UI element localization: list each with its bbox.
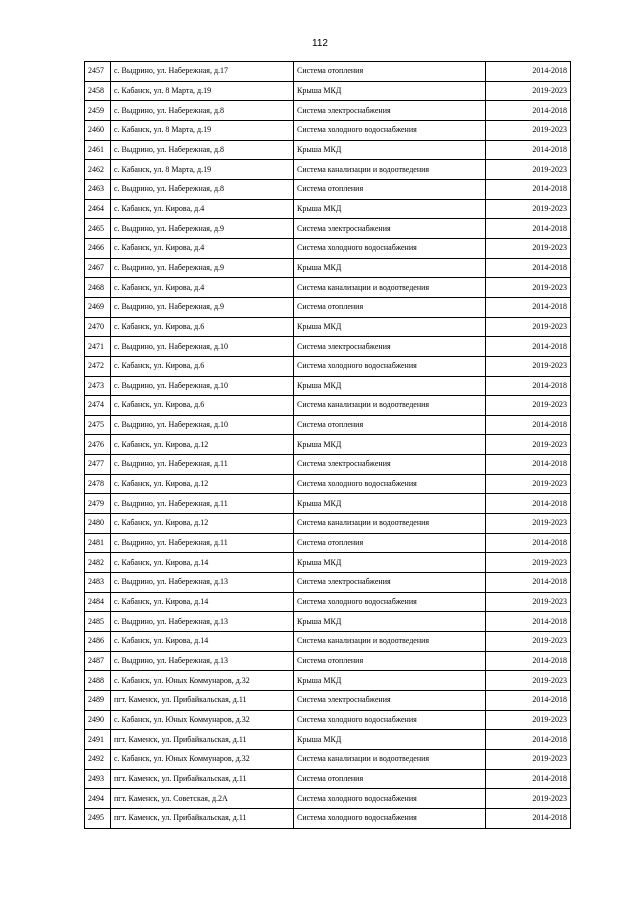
table-row — [85, 671, 571, 691]
address-cell: с. Выдрино, ул. Набережная, д.13 — [111, 651, 294, 671]
period-cell: 2019-2023 — [486, 396, 571, 416]
address-cell: с. Кабанск, ул. Кирова, д.6 — [111, 396, 294, 416]
period-cell: 2014-2018 — [486, 376, 571, 396]
table-row — [85, 396, 571, 416]
system-cell: Крыша МКД — [294, 494, 486, 514]
period-cell: 2014-2018 — [486, 455, 571, 475]
table-row — [85, 789, 571, 809]
system-cell: Система канализации и водоотведения — [294, 396, 486, 416]
system-cell: Крыша МКД — [294, 140, 486, 160]
row-number-cell: 2461 — [85, 140, 111, 160]
table-row — [85, 474, 571, 494]
address-cell: с. Кабанск, ул. Кирова, д.12 — [111, 435, 294, 455]
system-cell: Система электроснабжения — [294, 337, 486, 357]
system-cell: Система отопления — [294, 769, 486, 789]
period-cell: 2019-2023 — [486, 356, 571, 376]
row-number-cell: 2491 — [85, 730, 111, 750]
row-number-cell: 2486 — [85, 632, 111, 652]
row-number-cell: 2488 — [85, 671, 111, 691]
period-cell: 2019-2023 — [486, 199, 571, 219]
address-cell: с. Кабанск, ул. 8 Марта, д.19 — [111, 120, 294, 140]
period-cell: 2019-2023 — [486, 749, 571, 769]
address-cell: с. Кабанск, ул. Кирова, д.4 — [111, 238, 294, 258]
system-cell: Крыша МКД — [294, 81, 486, 101]
table-row — [85, 258, 571, 278]
system-cell: Система отопления — [294, 297, 486, 317]
table-row — [85, 632, 571, 652]
system-cell: Система холодного водоснабжения — [294, 710, 486, 730]
system-cell: Система холодного водоснабжения — [294, 238, 486, 258]
row-number-cell: 2459 — [85, 101, 111, 121]
period-cell: 2014-2018 — [486, 101, 571, 121]
period-cell: 2019-2023 — [486, 81, 571, 101]
table-row — [85, 238, 571, 258]
period-cell: 2019-2023 — [486, 514, 571, 534]
row-number-cell: 2474 — [85, 396, 111, 416]
system-cell: Система отопления — [294, 533, 486, 553]
period-cell: 2019-2023 — [486, 278, 571, 298]
system-cell: Система электроснабжения — [294, 691, 486, 711]
row-number-cell: 2494 — [85, 789, 111, 809]
row-number-cell: 2489 — [85, 691, 111, 711]
system-cell: Крыша МКД — [294, 258, 486, 278]
row-number-cell: 2483 — [85, 573, 111, 593]
address-cell: с. Выдрино, ул. Набережная, д.9 — [111, 297, 294, 317]
period-cell: 2014-2018 — [486, 533, 571, 553]
period-cell: 2019-2023 — [486, 317, 571, 337]
row-number-cell: 2472 — [85, 356, 111, 376]
row-number-cell: 2475 — [85, 415, 111, 435]
address-cell: с. Выдрино, ул. Набережная, д.10 — [111, 337, 294, 357]
system-cell: Крыша МКД — [294, 730, 486, 750]
table-row — [85, 317, 571, 337]
row-number-cell: 2473 — [85, 376, 111, 396]
address-cell: с. Кабанск, ул. Кирова, д.14 — [111, 632, 294, 652]
address-cell: с. Выдрино, ул. Набережная, д.9 — [111, 219, 294, 239]
row-number-cell: 2490 — [85, 710, 111, 730]
table-row — [85, 356, 571, 376]
row-number-cell: 2495 — [85, 808, 111, 828]
address-cell: пгт. Каменск, ул. Прибайкальская, д.11 — [111, 769, 294, 789]
address-cell: с. Выдрино, ул. Набережная, д.8 — [111, 179, 294, 199]
address-cell: с. Кабанск, ул. Кирова, д.12 — [111, 514, 294, 534]
period-cell: 2019-2023 — [486, 120, 571, 140]
address-cell: пгт. Каменск, ул. Советская, д.2А — [111, 789, 294, 809]
system-cell: Крыша МКД — [294, 376, 486, 396]
table-row — [85, 710, 571, 730]
address-cell: с. Кабанск, ул. Кирова, д.6 — [111, 317, 294, 337]
address-cell: с. Кабанск, ул. Юных Коммунаров, д.32 — [111, 710, 294, 730]
system-cell: Система канализации и водоотведения — [294, 749, 486, 769]
table-row — [85, 179, 571, 199]
period-cell: 2014-2018 — [486, 62, 571, 82]
address-cell: с. Кабанск, ул. 8 Марта, д.19 — [111, 81, 294, 101]
row-number-cell: 2468 — [85, 278, 111, 298]
row-number-cell: 2481 — [85, 533, 111, 553]
system-cell: Система отопления — [294, 179, 486, 199]
row-number-cell: 2470 — [85, 317, 111, 337]
table-row — [85, 62, 571, 82]
period-cell: 2019-2023 — [486, 474, 571, 494]
system-cell: Крыша МКД — [294, 435, 486, 455]
registry-table — [84, 61, 571, 829]
address-cell: с. Кабанск, ул. 8 Марта, д.19 — [111, 160, 294, 180]
table-row — [85, 651, 571, 671]
table-row — [85, 749, 571, 769]
table-row — [85, 573, 571, 593]
address-cell: с. Кабанск, ул. Кирова, д.4 — [111, 278, 294, 298]
address-cell: с. Выдрино, ул. Набережная, д.17 — [111, 62, 294, 82]
period-cell: 2014-2018 — [486, 769, 571, 789]
address-cell: с. Выдрино, ул. Набережная, д.11 — [111, 455, 294, 475]
table-row — [85, 769, 571, 789]
period-cell: 2014-2018 — [486, 258, 571, 278]
system-cell: Система электроснабжения — [294, 573, 486, 593]
system-cell: Система электроснабжения — [294, 219, 486, 239]
address-cell: с. Выдрино, ул. Набережная, д.13 — [111, 573, 294, 593]
system-cell: Система холодного водоснабжения — [294, 120, 486, 140]
period-cell: 2019-2023 — [486, 238, 571, 258]
table-row — [85, 219, 571, 239]
period-cell: 2014-2018 — [486, 415, 571, 435]
period-cell: 2014-2018 — [486, 297, 571, 317]
row-number-cell: 2492 — [85, 749, 111, 769]
table-row — [85, 494, 571, 514]
period-cell: 2014-2018 — [486, 651, 571, 671]
row-number-cell: 2471 — [85, 337, 111, 357]
system-cell: Система холодного водоснабжения — [294, 789, 486, 809]
table-row — [85, 592, 571, 612]
row-number-cell: 2465 — [85, 219, 111, 239]
period-cell: 2014-2018 — [486, 337, 571, 357]
system-cell: Система электроснабжения — [294, 455, 486, 475]
row-number-cell: 2464 — [85, 199, 111, 219]
system-cell: Система холодного водоснабжения — [294, 474, 486, 494]
period-cell: 2019-2023 — [486, 632, 571, 652]
period-cell: 2014-2018 — [486, 730, 571, 750]
period-cell: 2014-2018 — [486, 219, 571, 239]
system-cell: Система электроснабжения — [294, 101, 486, 121]
address-cell: с. Выдрино, ул. Набережная, д.11 — [111, 533, 294, 553]
system-cell: Крыша МКД — [294, 317, 486, 337]
address-cell: с. Выдрино, ул. Набережная, д.13 — [111, 612, 294, 632]
table-row — [85, 415, 571, 435]
system-cell: Система канализации и водоотведения — [294, 632, 486, 652]
row-number-cell: 2493 — [85, 769, 111, 789]
row-number-cell: 2485 — [85, 612, 111, 632]
row-number-cell: 2480 — [85, 514, 111, 534]
table-row — [85, 455, 571, 475]
address-cell: с. Кабанск, ул. Кирова, д.14 — [111, 553, 294, 573]
row-number-cell: 2457 — [85, 62, 111, 82]
system-cell: Крыша МКД — [294, 199, 486, 219]
system-cell: Система канализации и водоотведения — [294, 514, 486, 534]
address-cell: с. Кабанск, ул. Кирова, д.14 — [111, 592, 294, 612]
period-cell: 2019-2023 — [486, 553, 571, 573]
table-row — [85, 435, 571, 455]
address-cell: с. Кабанск, ул. Юных Коммунаров, д.32 — [111, 671, 294, 691]
table-row — [85, 140, 571, 160]
system-cell: Система холодного водоснабжения — [294, 356, 486, 376]
period-cell: 2014-2018 — [486, 691, 571, 711]
address-cell: с. Кабанск, ул. Кирова, д.4 — [111, 199, 294, 219]
period-cell: 2019-2023 — [486, 435, 571, 455]
table-row — [85, 199, 571, 219]
table-row — [85, 297, 571, 317]
period-cell: 2014-2018 — [486, 573, 571, 593]
address-cell: с. Выдрино, ул. Набережная, д.11 — [111, 494, 294, 514]
address-cell: с. Выдрино, ул. Набережная, д.8 — [111, 101, 294, 121]
row-number-cell: 2482 — [85, 553, 111, 573]
table-row — [85, 278, 571, 298]
period-cell: 2019-2023 — [486, 789, 571, 809]
system-cell: Система канализации и водоотведения — [294, 278, 486, 298]
row-number-cell: 2460 — [85, 120, 111, 140]
address-cell: с. Выдрино, ул. Набережная, д.10 — [111, 376, 294, 396]
period-cell: 2014-2018 — [486, 612, 571, 632]
address-cell: с. Выдрино, ул. Набережная, д.10 — [111, 415, 294, 435]
table-row — [85, 337, 571, 357]
period-cell: 2019-2023 — [486, 160, 571, 180]
system-cell: Система отопления — [294, 651, 486, 671]
table-row — [85, 101, 571, 121]
row-number-cell: 2469 — [85, 297, 111, 317]
registry-table-body — [85, 62, 571, 829]
table-row — [85, 514, 571, 534]
row-number-cell: 2479 — [85, 494, 111, 514]
address-cell: с. Кабанск, ул. Кирова, д.6 — [111, 356, 294, 376]
row-number-cell: 2477 — [85, 455, 111, 475]
system-cell: Система отопления — [294, 415, 486, 435]
table-row — [85, 730, 571, 750]
system-cell: Система холодного водоснабжения — [294, 808, 486, 828]
address-cell: с. Выдрино, ул. Набережная, д.9 — [111, 258, 294, 278]
system-cell: Система отопления — [294, 62, 486, 82]
row-number-cell: 2466 — [85, 238, 111, 258]
period-cell: 2014-2018 — [486, 140, 571, 160]
row-number-cell: 2484 — [85, 592, 111, 612]
row-number-cell: 2487 — [85, 651, 111, 671]
row-number-cell: 2462 — [85, 160, 111, 180]
table-row — [85, 691, 571, 711]
row-number-cell: 2458 — [85, 81, 111, 101]
address-cell: пгт. Каменск, ул. Прибайкальская, д.11 — [111, 808, 294, 828]
system-cell: Система холодного водоснабжения — [294, 592, 486, 612]
row-number-cell: 2478 — [85, 474, 111, 494]
row-number-cell: 2467 — [85, 258, 111, 278]
table-row — [85, 160, 571, 180]
period-cell: 2019-2023 — [486, 592, 571, 612]
page-number: 112 — [312, 38, 328, 49]
address-cell: с. Выдрино, ул. Набережная, д.8 — [111, 140, 294, 160]
system-cell: Крыша МКД — [294, 671, 486, 691]
system-cell: Система канализации и водоотведения — [294, 160, 486, 180]
period-cell: 2019-2023 — [486, 671, 571, 691]
table-row — [85, 376, 571, 396]
table-row — [85, 612, 571, 632]
address-cell: пгт. Каменск, ул. Прибайкальская, д.11 — [111, 730, 294, 750]
address-cell: пгт. Каменск, ул. Прибайкальская, д.11 — [111, 691, 294, 711]
table-row — [85, 553, 571, 573]
address-cell: с. Кабанск, ул. Юных Коммунаров, д.32 — [111, 749, 294, 769]
table-row — [85, 81, 571, 101]
row-number-cell: 2476 — [85, 435, 111, 455]
system-cell: Крыша МКД — [294, 553, 486, 573]
period-cell: 2019-2023 — [486, 710, 571, 730]
period-cell: 2014-2018 — [486, 494, 571, 514]
table-row — [85, 533, 571, 553]
period-cell: 2014-2018 — [486, 808, 571, 828]
system-cell: Крыша МКД — [294, 612, 486, 632]
table-row — [85, 808, 571, 828]
table-row — [85, 120, 571, 140]
period-cell: 2014-2018 — [486, 179, 571, 199]
row-number-cell: 2463 — [85, 179, 111, 199]
address-cell: с. Кабанск, ул. Кирова, д.12 — [111, 474, 294, 494]
